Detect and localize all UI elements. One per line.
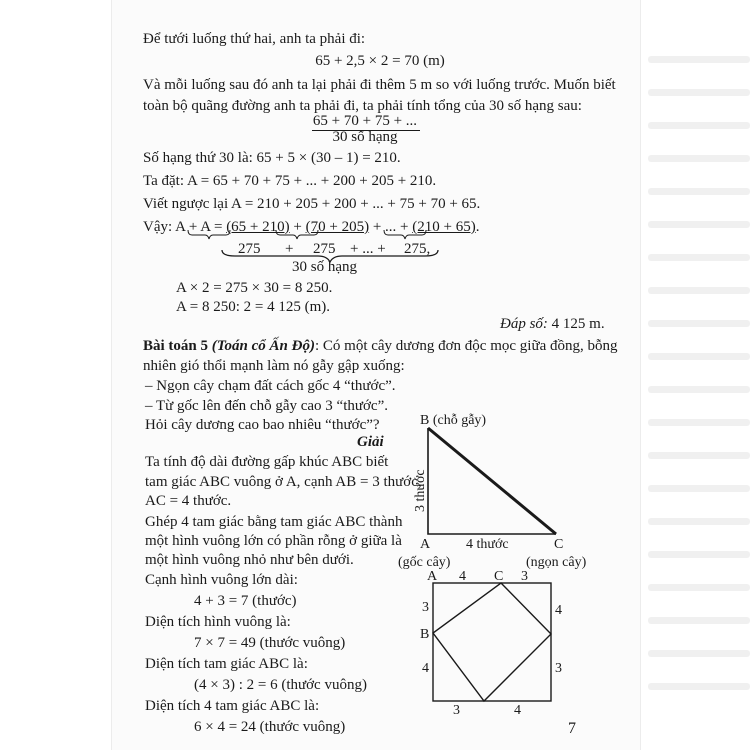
sq-bot-4: 4 [514, 703, 521, 718]
tri-B-label: B (chỗ gẫy) [420, 413, 487, 428]
line-term30: Số hạng thứ 30 là: 65 + 5 × (30 – 1) = 210. [143, 150, 401, 166]
brace-label: 30 số hạng [292, 259, 357, 275]
tri-side-ab: 3 thước [413, 469, 428, 512]
pair-2: (70 + 205) [305, 219, 370, 235]
sum-275-c: 275, [404, 241, 431, 257]
solution-line-8: 4 + 3 = 7 (thước) [194, 593, 297, 609]
solution-line-10: 7 × 7 = 49 (thước vuông) [194, 635, 346, 651]
tri-C-label: C [554, 537, 564, 552]
sq-top-3: 3 [521, 569, 528, 584]
mid-ellipsis: + ... + [369, 219, 413, 235]
solution-line-6: một hình vuông nhỏ như bên dưới. [145, 552, 354, 568]
sum-prefix: Vậy: A + A = [143, 219, 227, 235]
solution-line-2: tam giác ABC vuông ở A, cạnh AB = 3 thước, [145, 474, 422, 490]
pair-3: (210 + 65) [412, 219, 476, 235]
sq-C-label: C [494, 569, 504, 584]
answer [500, 315, 605, 333]
solution-heading-text: Giải [357, 434, 384, 450]
problem5-title: Bài toán 5 [143, 338, 209, 354]
problem5-line1 [143, 337, 618, 355]
sq-left-4: 4 [422, 661, 429, 676]
line-A-result: A = 8 250: 2 = 4 125 (m). [176, 299, 330, 315]
solution-line-3: AC = 4 thước. [145, 493, 232, 509]
triangle-hypotenuse [428, 428, 556, 534]
sum-end: . [475, 219, 480, 235]
line-double-A: A × 2 = 275 × 30 = 8 250. [176, 280, 333, 296]
solution-line-13: Diện tích 4 tam giác ABC là: [145, 698, 320, 714]
bullet-1: – Ngọn cây chạm đất cách gốc 4 “thước”. [145, 378, 396, 394]
tri-side-ac: 4 thước [466, 537, 509, 552]
sq-B-label: B [420, 627, 430, 642]
pair-1: (65 + 210) [226, 219, 290, 235]
sum-275-b: 275 [313, 241, 336, 257]
sq-A-label: A [427, 569, 438, 584]
answer-value: 4 125 m. [547, 316, 605, 332]
solution-line-14: 6 × 4 = 24 (thước vuông) [194, 719, 346, 735]
pair-bracket-3 [384, 230, 426, 239]
solution-line-12: (4 × 3) : 2 = 6 (thước vuông) [194, 677, 367, 693]
page-number: 7 [568, 720, 576, 737]
line-reverse-A: Viết ngược lại A = 210 + 205 + 200 + ... + 75 + 70 + 65. [143, 196, 481, 212]
problem5-origin: (Toán cổ Ấn Độ) [208, 338, 315, 354]
line-define-A: Ta đặt: A = 65 + 70 + 75 + ... + 200 + 205 + 210. [143, 173, 437, 189]
solution-line-7: Cạnh hình vuông lớn dài: [145, 572, 298, 588]
question: Hỏi cây dương cao bao nhiêu “thước”? [145, 417, 380, 433]
tri-A-label: A [420, 537, 431, 552]
pair-bracket-2 [276, 230, 318, 239]
sum-275-a: 275 [238, 241, 261, 257]
sum-plus-1: + [285, 241, 294, 257]
sq-bot-3: 3 [453, 703, 460, 718]
pair-bracket-1 [188, 230, 230, 239]
line-explain-2: toàn bộ quãng đường anh ta phải đi, ta phải tính tổng của 30 số hạng sau: [143, 98, 582, 114]
problem5-line2: nhiên gió thổi mạnh làm nó gẫy gập xuống: [143, 358, 405, 374]
solution-line-5: một hình vuông lớn có phần rỗng ở giữa là [145, 533, 402, 549]
sq-right-3: 3 [555, 661, 562, 676]
sq-top-4: 4 [459, 569, 466, 584]
solution-line-9: Diện tích hình vuông là: [145, 614, 291, 630]
bullet-2: – Từ gốc lên đến chỗ gẫy cao 3 “thước”. [145, 398, 388, 414]
solution-line-11: Diện tích tam giác ABC là: [145, 656, 308, 672]
fraction-top: 65 + 70 + 75 + ... [312, 113, 418, 129]
plus-1: + [289, 219, 306, 235]
tri-base-label: (gốc cây) [398, 555, 451, 570]
triangle-diagram [380, 408, 590, 573]
square-diagram [418, 568, 568, 718]
solution-line-1: Ta tính độ dài đường gấp khúc ABC biết [145, 454, 389, 470]
sq-right-4: 4 [555, 603, 562, 618]
sq-left-3: 3 [422, 600, 429, 615]
equation-second-bed: 65 + 2,5 × 2 = 70 (m) [315, 53, 445, 69]
answer-label: Đáp số: [500, 316, 548, 332]
sum-plus-2: + ... + [350, 241, 386, 257]
solution-line-4: Ghép 4 tam giác bằng tam giác ABC thành [145, 514, 403, 530]
inner-square [433, 583, 551, 701]
line-explain-1: Và mỗi luống sau đó anh ta lại phải đi thêm 5 m so với luống trước. Muốn biết [143, 77, 616, 93]
tri-top-label: (ngọn cây) [526, 555, 587, 570]
fraction-bottom: 30 số hạng [332, 129, 398, 145]
line-intro: Để tưới luống thứ hai, anh ta phải đi: [143, 31, 366, 47]
problem5-text1: : Có một cây dương đơn độc mọc giữa đồng, bỗng [314, 338, 618, 354]
outer-square [433, 583, 551, 701]
